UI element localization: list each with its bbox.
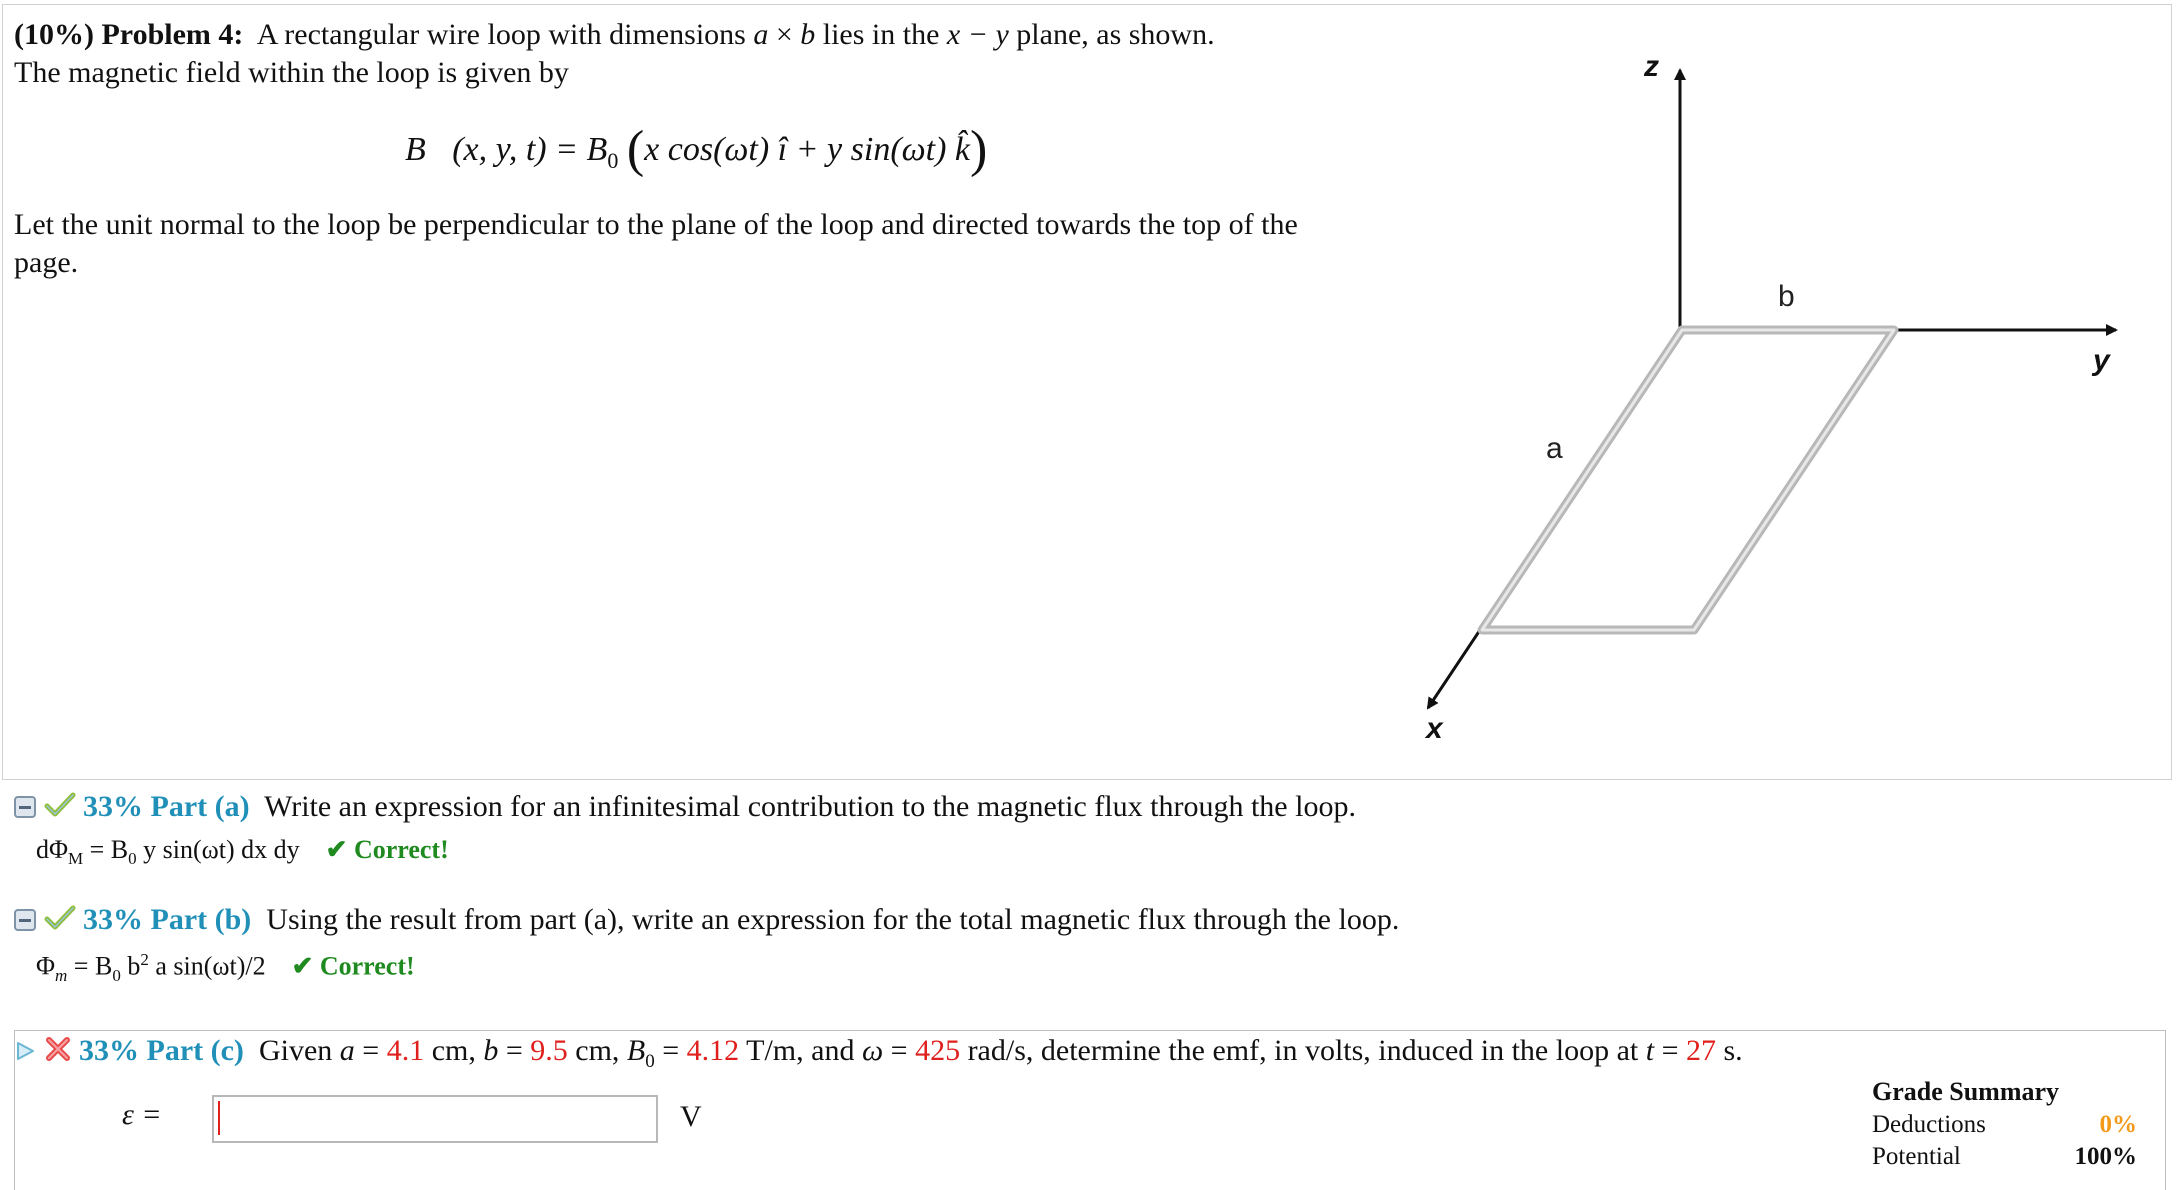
normal-direction-text: Let the unit normal to the loop be perpendicular to the plane of the loop and directed towards the top of the page. [14, 208, 1298, 279]
side-b-label: b [1778, 280, 1795, 313]
y-axis-label: y [2093, 344, 2110, 377]
emf-unit: V [680, 1100, 702, 1133]
potential-row [1872, 1143, 2137, 1175]
part-a-header [14, 790, 1356, 826]
value-a: 4.1 [386, 1034, 425, 1067]
x-axis-label: x [1426, 712, 1443, 745]
answer-b-rest: a sin(ωt)/2 [155, 951, 266, 981]
q-cm1: cm, [431, 1034, 476, 1067]
problem-weight: (10%) [14, 18, 94, 51]
q-B0-sub: 0 [645, 1051, 655, 1072]
checkmark-icon [44, 792, 76, 826]
grade-summary-title: Grade Summary [1872, 1077, 2060, 1106]
q-a: a [339, 1034, 355, 1067]
part-b-answer [36, 950, 415, 986]
potential-value: 100% [2074, 1143, 2137, 1170]
part-a-question: Write an expression for an infinitesimal contribution to the magnetic flux through the loop. [264, 790, 1356, 823]
emf-input-label: ε = [122, 1098, 162, 1131]
q-given: Given [258, 1034, 333, 1067]
answer-b-b: b [127, 951, 141, 981]
value-b: 9.5 [530, 1034, 568, 1067]
problem-intro-3: plane, as shown. [1016, 18, 1215, 51]
answer-b-sub0: 0 [112, 965, 121, 985]
z-axis-label: z [1644, 50, 1659, 83]
part-c-question [258, 1034, 1743, 1072]
formula-subscript: 0 [607, 147, 619, 173]
emf-answer-input[interactable] [212, 1095, 658, 1143]
formula-open-paren: ( [626, 121, 645, 178]
checkmark-icon [44, 905, 76, 939]
answer-a-rhs: = B [89, 835, 129, 864]
loop-diagram [1380, 40, 2180, 780]
part-a-percent: 33% [83, 790, 143, 823]
q-omega: ω [861, 1034, 884, 1067]
q-s: s. [1723, 1034, 1743, 1067]
problem-intro-2: lies in the [822, 18, 940, 51]
side-a-label: a [1546, 432, 1563, 465]
answer-b-sub: m [55, 965, 68, 985]
q-eq: = [362, 1034, 380, 1067]
part-a-answer [36, 835, 449, 869]
problem-title: Problem 4: [101, 18, 244, 51]
plane-label: x − y [946, 18, 1009, 51]
q-B0: B [626, 1034, 646, 1067]
part-c-label: Part (c) [146, 1034, 244, 1067]
incorrect-x-icon [44, 1035, 72, 1071]
value-B0: 4.12 [686, 1034, 740, 1067]
part-b-question: Using the result from part (a), write an expression for the total magnetic flux through the loop. [266, 903, 1400, 936]
part-a-label: Part (a) [150, 790, 250, 823]
problem-statement-line1 [14, 16, 1215, 54]
formula-terms: x cos(ωt) î + y sin(ωt) k̂ [644, 131, 971, 168]
text-caret [218, 1101, 220, 1135]
collapse-icon[interactable] [14, 905, 36, 939]
collapse-icon[interactable] [14, 792, 36, 826]
dimension-a: a [753, 18, 769, 51]
answer-a-sub: M [68, 849, 84, 869]
part-c-header [14, 1034, 1743, 1073]
deductions-value: 0% [2099, 1111, 2137, 1138]
value-t: 27 [1686, 1034, 1716, 1067]
q-eq: = [662, 1034, 680, 1067]
part-c-percent: 33% [79, 1034, 139, 1067]
formula-close-paren: ) [970, 121, 988, 178]
problem-statement-line2: The magnetic field within the loop is given by [14, 56, 569, 89]
q-b: b [483, 1034, 499, 1067]
expand-arrow-icon[interactable] [14, 1036, 36, 1070]
q-unit-B: T/m, and [746, 1034, 855, 1067]
q-cm2: cm, [575, 1034, 620, 1067]
answer-a-sub0: 0 [128, 849, 137, 869]
answer-b-lhs: Φ [36, 951, 56, 981]
value-omega: 425 [915, 1034, 961, 1067]
deductions-row [1872, 1111, 2137, 1143]
potential-label: Potential [1872, 1143, 1961, 1170]
part-b-header [14, 903, 1399, 939]
q-t: t [1645, 1034, 1655, 1067]
formula-lhs: B⃗(x, y, t) = B [405, 131, 608, 168]
q-eq: = [890, 1034, 908, 1067]
part-b-label: Part (b) [150, 903, 252, 936]
part-a-status: ✔ Correct! [325, 835, 449, 864]
wire-loop [1482, 330, 1894, 630]
part-b-percent: 33% [83, 903, 143, 936]
grade-summary [1872, 1077, 2137, 1175]
magnetic-field-formula [405, 120, 987, 179]
dimension-b: b [800, 18, 816, 51]
q-rest: rad/s, determine the emf, in volts, induced in the loop at [967, 1034, 1639, 1067]
answer-a-rest: y sin(ωt) dx dy [143, 835, 300, 864]
problem-intro: A rectangular wire loop with dimensions [256, 18, 746, 51]
answer-b-sup: 2 [140, 950, 149, 969]
q-eq: = [505, 1034, 523, 1067]
answer-a-lhs: dΦ [36, 835, 69, 864]
times-symbol: × [775, 18, 793, 51]
deductions-label: Deductions [1872, 1111, 1986, 1138]
q-eq: = [1661, 1034, 1679, 1067]
answer-b-mid: = B [73, 951, 113, 981]
part-b-status: ✔ Correct! [291, 951, 415, 981]
